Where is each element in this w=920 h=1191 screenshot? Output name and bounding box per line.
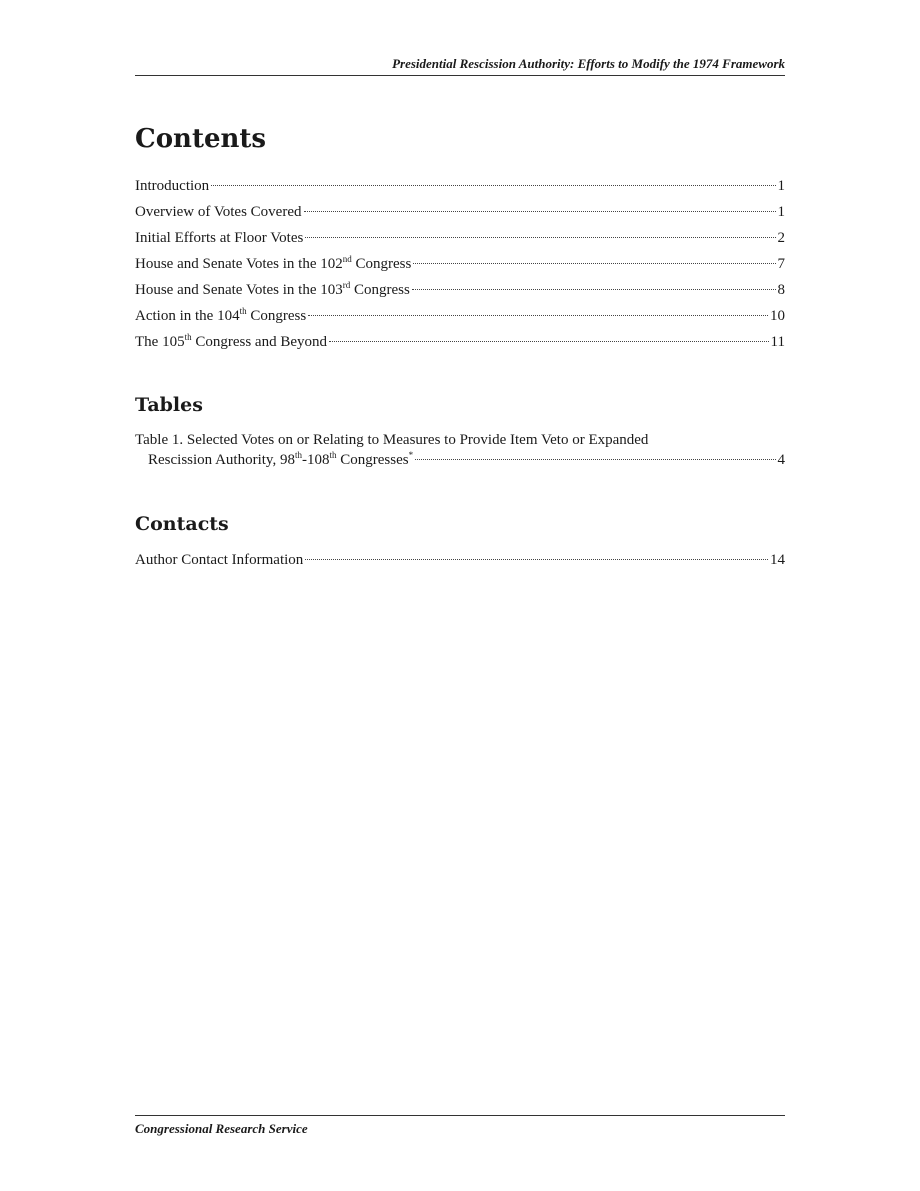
toc-entry-104th-congress[interactable] (135, 303, 785, 329)
dot-leader (412, 289, 776, 290)
contents-heading: Contents (135, 124, 267, 154)
toc-entry-103rd-congress[interactable] (135, 277, 785, 303)
toc-entry-page: 4 (777, 452, 785, 468)
toc-entry-page: 8 (777, 282, 785, 298)
toc-entry-page: 7 (777, 256, 785, 272)
toc-entry-title-line2 (135, 450, 785, 470)
toc-entry-table-1[interactable] (135, 430, 785, 470)
toc-entry-102nd-congress[interactable] (135, 251, 785, 277)
dot-leader (308, 315, 768, 316)
toc-entry-page: 1 (777, 178, 785, 194)
toc-entry-title: House and Senate Votes in the 102nd Congress (135, 254, 412, 272)
running-header: Presidential Rescission Authority: Efforts to Modify the 1974 Framework (135, 56, 785, 76)
toc-entry-page: 10 (770, 308, 785, 324)
toc-entry-title: Initial Efforts at Floor Votes (135, 230, 304, 246)
toc-entry-page: 2 (777, 230, 785, 246)
toc-entry-page: 14 (770, 552, 785, 568)
dot-leader (415, 459, 775, 460)
toc-entry-title: The 105th Congress and Beyond (135, 332, 327, 350)
toc-entry-page: 1 (777, 204, 785, 220)
dot-leader (211, 185, 775, 186)
tables-heading: Tables (135, 394, 203, 416)
dot-leader (305, 237, 775, 238)
toc-entry-105th-congress[interactable] (135, 329, 785, 355)
dot-leader (413, 263, 775, 264)
toc-entry-title: Author Contact Information (135, 552, 304, 568)
running-footer: Congressional Research Service (135, 1115, 785, 1137)
toc-entry-introduction[interactable] (135, 173, 785, 199)
toc-entry-initial-efforts[interactable] (135, 225, 785, 251)
toc-entry-page: 11 (770, 334, 785, 350)
toc-entry-title: Overview of Votes Covered (135, 204, 302, 220)
dot-leader (329, 341, 769, 342)
toc-entry-title-line1: Table 1. Selected Votes on or Relating to Measures to Provide Item Veto or Expanded (135, 432, 649, 448)
toc-entry-title: House and Senate Votes in the 103rd Congress (135, 280, 410, 298)
toc-entry-title: Introduction (135, 178, 210, 194)
contents-list (135, 173, 785, 355)
toc-entry-title: Action in the 104th Congress (135, 306, 307, 324)
dot-leader (304, 211, 776, 212)
toc-entry-title-continued: Rescission Authority, 98th-108th Congresses* (148, 450, 414, 468)
dot-leader (305, 559, 768, 560)
tables-list (135, 430, 785, 470)
toc-entry-author-contact[interactable] (135, 547, 785, 573)
contacts-list (135, 547, 785, 573)
toc-entry-overview-of-votes[interactable] (135, 199, 785, 225)
contacts-heading: Contacts (135, 513, 229, 535)
